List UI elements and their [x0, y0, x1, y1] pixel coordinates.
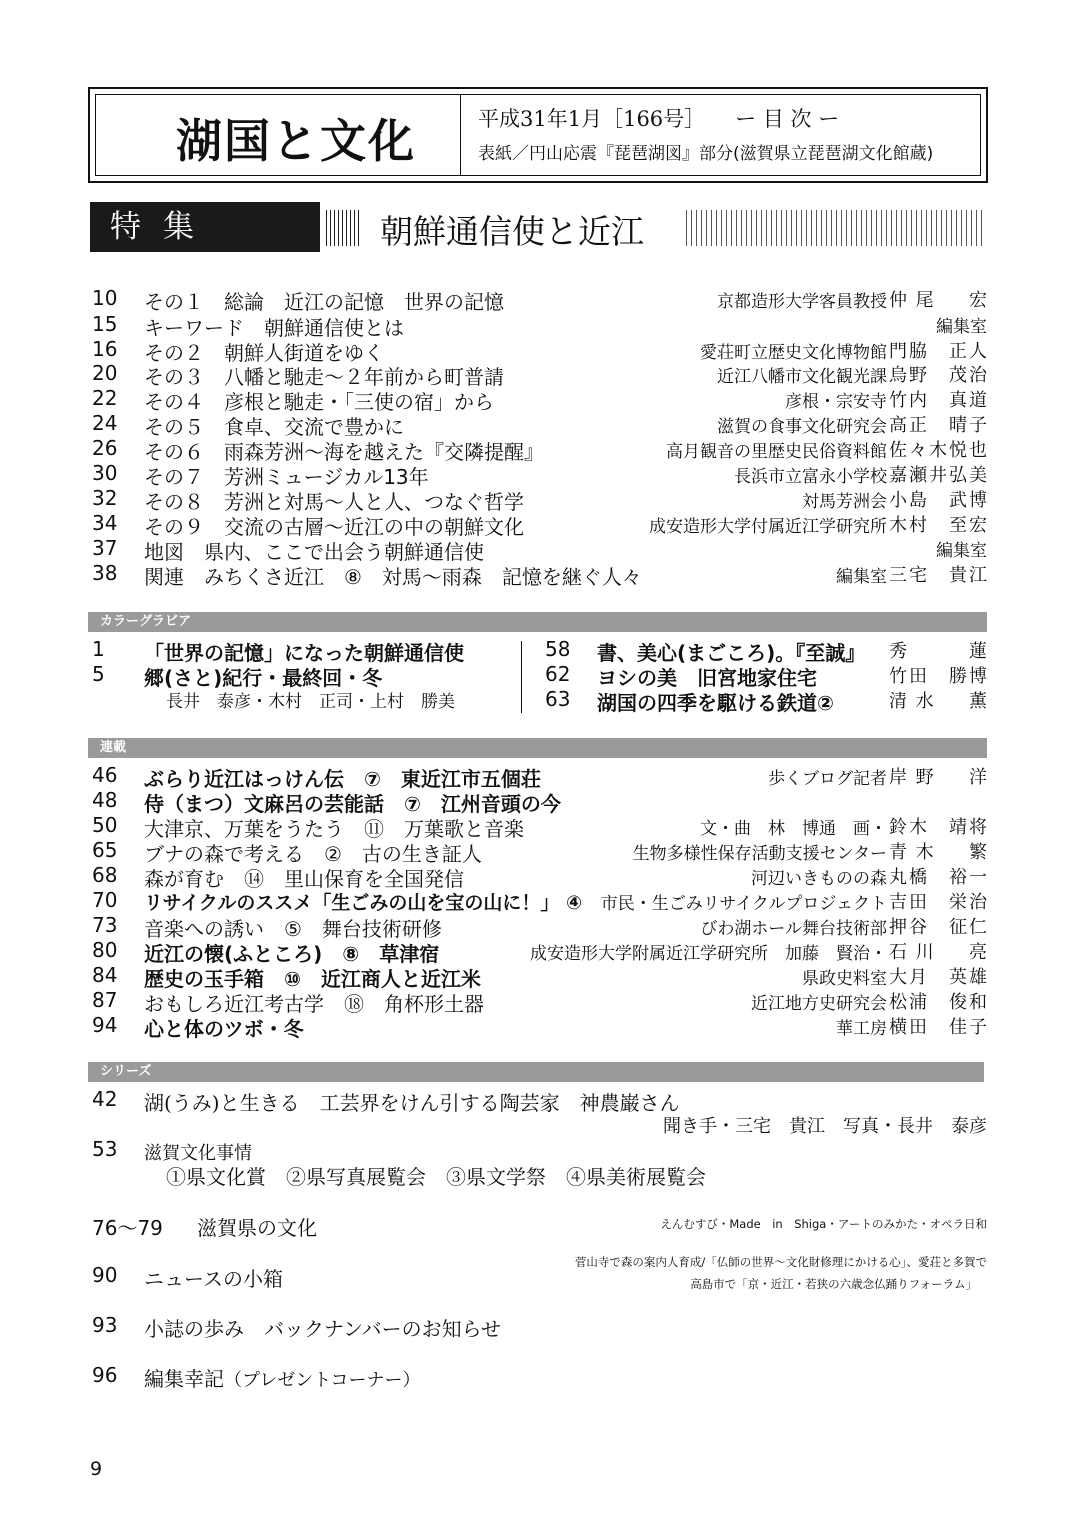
toc-row[interactable] — [92, 1137, 987, 1164]
author-affiliation: 彦根・宗安寺 — [785, 392, 887, 412]
toc-row[interactable] — [92, 662, 512, 690]
toc-row[interactable] — [92, 1013, 987, 1041]
author-name: 石川 亮 — [889, 942, 987, 963]
toc-row[interactable] — [92, 788, 987, 816]
page-number: 93 — [92, 1313, 118, 1337]
toc-row[interactable] — [92, 888, 987, 912]
article-note: 菅山寺で森の案内人育成/「仏師の世界～文化財修理にかける心」、愛荘と多賀で — [574, 1255, 987, 1269]
page-number: 24 — [92, 411, 118, 435]
toc-row[interactable] — [92, 486, 987, 514]
page-number: 16 — [92, 337, 118, 361]
article-title: その８ 芳洲と対馬～人と人、つなぐ哲学 — [144, 490, 524, 514]
feature-label: 特集 — [90, 202, 320, 252]
issue-date: 平成31年1月［166号］ — [478, 107, 706, 131]
article-title: その３ 八幡と馳走～２年前から町普請 — [144, 365, 504, 389]
article-title: ヨシの美 旧宮地家住宅 — [597, 666, 817, 690]
sub-items-row — [92, 1161, 987, 1189]
article-title: ぶらり近江はっけん伝 ⑦ 東近江市五個荘 — [144, 767, 541, 791]
article-title: 近江の懐(ふところ) ⑧ 草津宿 — [144, 942, 440, 966]
article-title: 音楽への誘い ⑤ 舞台技術研修 — [144, 917, 442, 941]
article-title: 大津京、万葉をうたう ⑪ 万葉歌と音楽 — [144, 817, 524, 841]
toc-row[interactable] — [92, 938, 987, 966]
credit-row — [92, 687, 512, 711]
page-number: 22 — [92, 386, 118, 410]
toc-row[interactable] — [92, 637, 512, 665]
author-name: 木村 至宏 — [889, 515, 987, 536]
author-name: 秀 蓮 — [889, 641, 987, 662]
article-title: リサイクルのススメ「生ごみの山を宝の山に！」 ④ — [144, 892, 583, 914]
toc-row[interactable] — [545, 637, 987, 665]
credit-row — [92, 1112, 987, 1136]
toc-row[interactable] — [92, 337, 987, 365]
toc-row[interactable] — [92, 763, 987, 791]
article-title: おもしろ近江考古学 ⑱ 角杯形土器 — [144, 992, 484, 1016]
magazine-logo: 湖国と文化 — [176, 114, 416, 168]
article-note: えんむすび・Made in Shiga・アートのみかた・オペラ日和 — [660, 1217, 987, 1231]
toc-row[interactable] — [545, 662, 987, 690]
page-number: 5 — [92, 662, 105, 686]
sub-items: ①県文化賞 ②県写真展覧会 ③県文学祭 ④県美術展覧会 — [166, 1165, 706, 1189]
article-title: 地図 県内、ここで出会う朝鮮通信使 — [144, 540, 484, 564]
author-affiliation: 対馬芳洲会 — [802, 492, 887, 512]
article-title: 「世界の記憶」になった朝鮮通信使 — [144, 641, 464, 665]
page-number: 32 — [92, 486, 118, 510]
toc-row[interactable] — [92, 913, 987, 941]
article-title: 心と体のツボ・冬 — [144, 1017, 304, 1041]
author-name: 横田 佳子 — [889, 1017, 987, 1038]
cover-credit: 表紙／円山応震『琵琶湖図』部分(滋賀県立琵琶湖文化館蔵) — [478, 144, 934, 164]
article-title: その２ 朝鮮人街道をゆく — [144, 341, 384, 365]
article-title: その６ 雨森芳洲～海を越えた『交隣提醒』 — [144, 440, 544, 464]
page-number: 87 — [92, 988, 118, 1012]
author-name: 吉田 栄治 — [889, 892, 987, 913]
article-title: キーワード 朝鮮通信使とは — [144, 316, 404, 340]
page-number: 10 — [92, 286, 118, 310]
author-name: 編集室 — [936, 317, 987, 337]
author-affiliation: 近江八幡市文化観光課 — [717, 367, 887, 387]
author-affiliation: 長浜市立富永小学校 — [734, 467, 887, 487]
author-affiliation: 滋賀の食事文化研究会 — [717, 417, 887, 437]
author-affiliation: 愛荘町立歴史文化博物館 — [700, 343, 887, 363]
toc-row[interactable] — [92, 813, 987, 841]
author-affiliation: 京都造形大学客員教授 — [717, 292, 887, 312]
article-title: その４ 彦根と馳走・「三使の宿」から — [144, 390, 494, 414]
toc-row[interactable] — [92, 838, 987, 866]
author-affiliation: 成安造形大学付属近江学研究所 — [649, 517, 887, 537]
page-number: 26 — [92, 436, 118, 460]
toc-row[interactable] — [92, 536, 987, 564]
page-number: 76～79 — [92, 1216, 163, 1240]
article-note: 高島市で「京・近江・若狭の六歳念仏踊りフォーラム」 — [690, 1277, 977, 1291]
article-title: その１ 総論 近江の記憶 世界の記憶 — [144, 290, 504, 314]
article-title: その５ 食卓、交流で豊かに — [144, 415, 404, 439]
author-name: 仲尾 宏 — [889, 290, 987, 311]
author-name: 竹内 真道 — [889, 390, 987, 411]
author-name: 松浦 俊和 — [889, 992, 987, 1013]
page-number: 58 — [545, 637, 571, 661]
article-title-main: 編集幸記 — [144, 1367, 224, 1391]
author-name: 丸橋 裕一 — [889, 867, 987, 888]
page-number: 1 — [92, 637, 105, 661]
page-number: 48 — [92, 788, 118, 812]
author-affiliation: 生物多様性保存活動支援センター — [632, 844, 887, 864]
author-name: 鈴木 靖将 — [889, 817, 987, 838]
hatch-decoration — [686, 210, 986, 246]
author-name: 岸野 洋 — [889, 767, 987, 788]
hatch-decoration — [326, 210, 360, 246]
toc-row[interactable] — [92, 312, 987, 340]
issue-line — [478, 103, 839, 133]
page-number: 90 — [92, 1263, 118, 1287]
section-band-serial: 連載 — [88, 738, 987, 758]
page-number: 50 — [92, 813, 118, 837]
author-name: 門脇 正人 — [889, 341, 987, 362]
page-number: 46 — [92, 763, 118, 787]
page-number: 94 — [92, 1013, 118, 1037]
toc-row[interactable] — [92, 286, 987, 314]
toc-row[interactable] — [92, 461, 987, 489]
page-number: 20 — [92, 361, 118, 385]
page-number: 96 — [92, 1363, 118, 1387]
author-affiliation: 華工房 — [836, 1019, 887, 1039]
author-affiliation: 歩くブログ記者 — [768, 769, 887, 789]
toc-row[interactable] — [92, 963, 987, 991]
toc-row[interactable] — [92, 436, 987, 464]
author-name: 高正 晴子 — [889, 415, 987, 436]
page-number: 53 — [92, 1137, 118, 1161]
author-affiliation: 市民・生ごみリサイクルプロジェクト — [600, 894, 887, 914]
author-name: 清水 薫 — [889, 691, 987, 712]
masthead-divider — [460, 95, 461, 175]
page-number: 34 — [92, 511, 118, 535]
page-number: 65 — [92, 838, 118, 862]
author-affiliation: 成安造形大学附属近江学研究所 加藤 賢治・ — [530, 944, 887, 964]
article-title: ブナの森で考える ② 古の生き証人 — [144, 842, 482, 866]
toc-row[interactable] — [92, 561, 987, 589]
author-name: 編集室 — [936, 541, 987, 561]
masthead-box — [88, 87, 988, 183]
page-number: 38 — [92, 561, 118, 585]
toc-label: ー 目 次 ー — [735, 107, 840, 131]
column-divider — [521, 641, 522, 713]
toc-row[interactable] — [545, 687, 987, 715]
page-number: 62 — [545, 662, 571, 686]
article-title: その７ 芳洲ミュージカル13年 — [144, 465, 429, 489]
article-title: 関連 みちくさ近江 ⑧ 対馬～雨森 記憶を継ぐ人々 — [144, 565, 642, 589]
author-affiliation: 編集室 — [836, 567, 887, 587]
page-number: 80 — [92, 938, 118, 962]
article-title: 歴史の玉手箱 ⑩ 近江商人と近江米 — [144, 967, 481, 991]
article-title: 小誌の歩み バックナンバーのお知らせ — [144, 1317, 501, 1341]
article-title-note: （プレゼントコーナー） — [224, 1370, 421, 1391]
author-name: 竹田 勝博 — [889, 666, 987, 687]
article-title: 侍（まつ）文麻呂の芸能話 ⑦ 江州音頭の今 — [144, 792, 561, 816]
page-number: 42 — [92, 1087, 118, 1111]
author-name: 烏野 茂治 — [889, 365, 987, 386]
author-name: 大月 英雄 — [889, 967, 987, 988]
toc-row[interactable] — [92, 1087, 987, 1115]
section-band-series: シリーズ — [88, 1062, 984, 1082]
author-affiliation: 高月観音の里歴史民俗資料館 — [666, 442, 887, 462]
author-name: 青木 繁 — [889, 842, 987, 863]
toc-row[interactable] — [92, 1313, 987, 1341]
page-number: 30 — [92, 461, 118, 485]
author-name: 三宅 貴江 — [889, 565, 987, 586]
author-affiliation: びわ湖ホール舞台技術部 — [700, 919, 887, 939]
article-title — [144, 1363, 421, 1392]
article-title: 森が育む ⑭ 里山保育を全国発信 — [144, 867, 464, 891]
toc-row[interactable] — [92, 386, 987, 414]
page-number: 15 — [92, 312, 118, 336]
article-title: 滋賀文化事情 — [144, 1143, 252, 1164]
feature-heading — [90, 202, 987, 252]
article-title: 滋賀県の文化 — [197, 1216, 317, 1240]
page-number-footer: 9 — [90, 1458, 103, 1480]
section-band-gravure: カラーグラビア — [88, 612, 987, 632]
article-title: 郷(さと)紀行・最終回・冬 — [144, 666, 383, 690]
feature-title: 朝鮮通信使と近江 — [380, 212, 644, 251]
article-title: 湖(うみ)と生きる 工芸界をけん引する陶芸家 神農巌さん — [144, 1091, 680, 1115]
author-name: 嘉瀬井弘美 — [889, 465, 987, 486]
toc-row[interactable] — [92, 863, 987, 891]
page-number: 70 — [92, 888, 118, 912]
article-title: ニュースの小箱 — [144, 1267, 283, 1291]
author-name: 押谷 征仁 — [889, 917, 987, 938]
toc-row[interactable] — [92, 411, 987, 439]
page-number: 73 — [92, 913, 118, 937]
photo-credit: 長井 泰彦・木村 正司・上村 勝美 — [166, 692, 455, 712]
author-affiliation: 県政史料室 — [802, 969, 887, 989]
article-title: 書、美心(まごころ)。『至誠』 — [597, 641, 866, 665]
toc-row[interactable] — [92, 1363, 987, 1391]
toc-row[interactable] — [92, 361, 987, 389]
page-number: 68 — [92, 863, 118, 887]
author-affiliation: 文・曲 林 博通 画・ — [700, 819, 887, 839]
interview-credit: 聞き手・三宅 貴江 写真・長井 泰彦 — [663, 1116, 987, 1137]
article-title: 湖国の四季を駆ける鉄道② — [597, 691, 834, 715]
author-affiliation: 河辺いきものの森 — [751, 869, 887, 889]
author-name: 佐々木悦也 — [889, 440, 987, 461]
page-number: 37 — [92, 536, 118, 560]
toc-row[interactable] — [92, 988, 987, 1016]
toc-row[interactable] — [92, 511, 987, 539]
page-number: 84 — [92, 963, 118, 987]
article-title: その９ 交流の古層～近江の中の朝鮮文化 — [144, 515, 524, 539]
page-number: 63 — [545, 687, 571, 711]
author-affiliation: 近江地方史研究会 — [751, 994, 887, 1014]
author-name: 小島 武博 — [889, 490, 987, 511]
